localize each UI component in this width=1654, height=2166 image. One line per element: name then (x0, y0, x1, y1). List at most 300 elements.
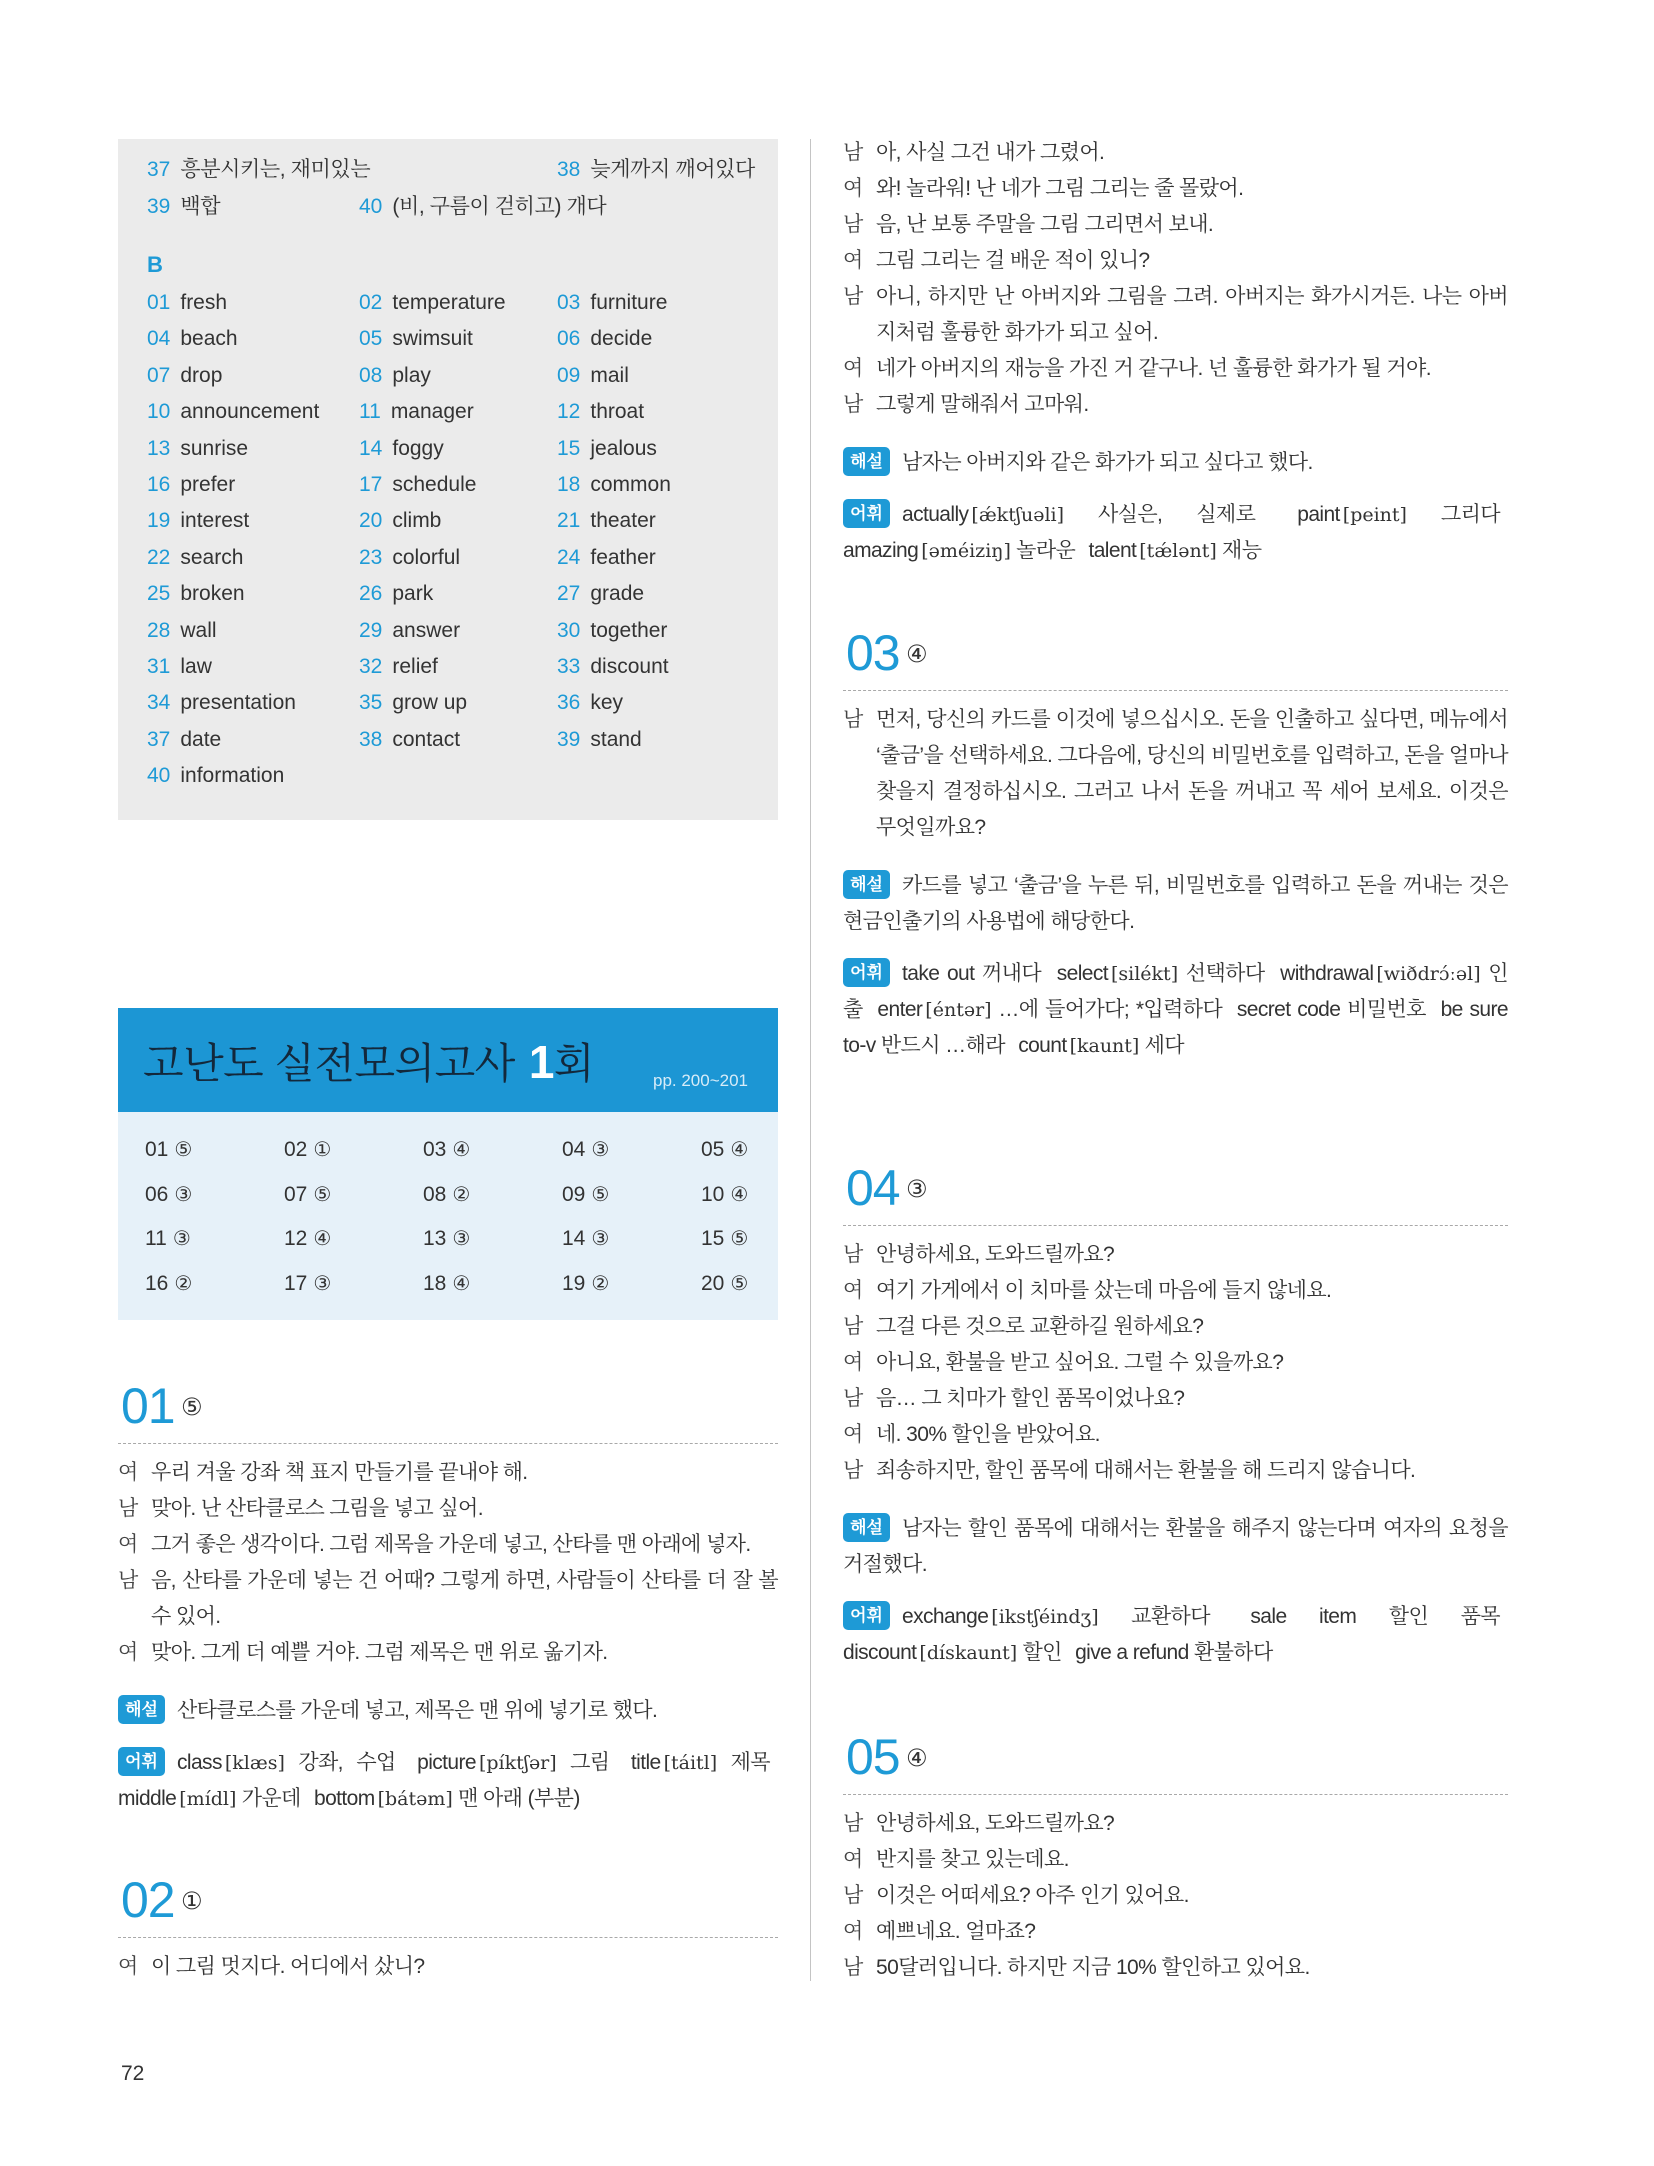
dialogue-text: 그림 그리는 걸 배운 적이 있니? (876, 249, 1150, 272)
vocabulary-badge: 어휘 (118, 1747, 165, 1776)
vocabulary-meaning: 그리다 (1440, 503, 1500, 526)
item-word: jealous (590, 436, 657, 460)
question-heading (843, 627, 1508, 691)
item-number: 27 (557, 582, 581, 606)
speaker-label: 남 (118, 1497, 138, 1520)
test-title-banner (118, 1008, 778, 1112)
answer-key-item (145, 1216, 284, 1261)
dialogue-line (843, 702, 1508, 846)
item-number: 18 (557, 472, 581, 496)
vocabulary-meaning: …에 들어가다; *입력하다 (998, 998, 1223, 1021)
item-word: grow up (392, 691, 468, 715)
vocabulary-item (1057, 962, 1265, 985)
answer-number: 19 (562, 1271, 586, 1295)
answer-number: 03 (423, 1138, 447, 1161)
item-number: 10 (147, 400, 171, 424)
speaker-label: 남 (843, 141, 863, 164)
speaker-label: 남 (843, 285, 863, 308)
answer-key-item (701, 1216, 771, 1261)
item-word: interest (180, 509, 250, 533)
item-word: relief (392, 654, 438, 678)
answer-number: 10 (701, 1182, 725, 1206)
column-divider (810, 139, 811, 1981)
question-01-section (118, 1380, 778, 1817)
vocabulary-item (118, 1787, 301, 1810)
dialogue-text: 그거 좋은 생각이다. 그럼 제목을 가운데 넣고, 산타를 맨 아래에 넣자. (151, 1533, 751, 1556)
vocabulary-word: give a refund (1075, 1641, 1189, 1664)
word-answer-item (147, 685, 359, 721)
answer-choice: ① (313, 1137, 332, 1161)
item-word: key (590, 691, 624, 715)
item-number: 19 (147, 509, 171, 533)
vocabulary-meaning: 교환하다 (1131, 1605, 1210, 1628)
speaker-label: 여 (843, 1920, 863, 1943)
pronunciation: [əméiziŋ] (921, 540, 1011, 562)
word-answer-item (147, 613, 359, 649)
vocabulary-meaning: 할인 (1022, 1641, 1062, 1664)
vocabulary (118, 1745, 778, 1817)
answer-key-item (423, 1172, 562, 1217)
item-word: swimsuit (392, 327, 473, 351)
word-answer-item (557, 722, 747, 758)
vocabulary-item (1297, 503, 1500, 526)
item-word: temperature (392, 291, 506, 314)
vocabulary-item (902, 962, 1041, 985)
pronunciation: [silékt] (1110, 963, 1179, 985)
pronunciation: [ikstʃéindʒ] (991, 1606, 1099, 1628)
speaker-label: 여 (843, 249, 863, 272)
speaker-label: 남 (843, 393, 863, 416)
notes (118, 1693, 778, 1817)
word-answer-item (557, 285, 747, 321)
dialogue-line (843, 351, 1508, 387)
item-number: 16 (147, 472, 171, 496)
item-word: schedule (392, 472, 477, 496)
question-04-section (843, 1162, 1508, 1671)
dialogue (843, 135, 1508, 423)
vocabulary-meaning: 환불하다 (1193, 1641, 1273, 1664)
part-a-item (557, 155, 755, 185)
pronunciation: [píktʃər] (478, 1752, 557, 1774)
item-word: theater (590, 509, 656, 533)
dialogue-text: 안녕하세요, 도와드릴까요? (876, 1243, 1115, 1266)
dialogue-text: 예쁘네요. 얼마죠? (876, 1920, 1036, 1943)
item-number: 25 (147, 582, 171, 606)
item-number: 12 (557, 400, 581, 424)
word-answer-item (557, 431, 747, 467)
vocabulary-word: sale item (1250, 1605, 1357, 1628)
question-number: 05 (846, 1729, 900, 1785)
answer-key-item (423, 1216, 562, 1261)
question-heading (843, 1162, 1508, 1226)
item-number: 33 (557, 654, 581, 678)
item-number: 35 (359, 691, 383, 715)
item-word: throat (590, 400, 645, 424)
dialogue-line (843, 1842, 1508, 1878)
speaker-label: 남 (843, 1387, 863, 1410)
word-answer-item (147, 285, 359, 321)
question-answer: ⑤ (181, 1393, 203, 1421)
dialogue-text: 음, 산타를 가운데 넣는 건 어때? 그렇게 하면, 사람들이 산타를 더 잘 볼 수 있어. (151, 1569, 778, 1628)
speaker-label: 여 (843, 1351, 863, 1374)
answer-key-item (423, 1127, 562, 1172)
item-number: 39 (147, 195, 171, 218)
item-number: 06 (557, 327, 581, 351)
speaker-label: 남 (118, 1569, 138, 1592)
vocabulary-word: secret code (1236, 998, 1341, 1021)
vocabulary (843, 956, 1508, 1064)
item-word: fresh (180, 291, 228, 314)
item-number: 03 (557, 291, 581, 314)
pronunciation: [táitl] (663, 1752, 718, 1774)
item-word: mail (590, 363, 629, 387)
explanation (843, 445, 1508, 481)
vocabulary-meaning: 그림 (570, 1751, 610, 1774)
answer-key-item (562, 1261, 701, 1306)
vocabulary-word: class (177, 1751, 222, 1774)
dialogue-line (843, 1237, 1508, 1273)
vocabulary-item (1088, 539, 1261, 562)
item-number: 20 (359, 509, 383, 533)
word-answer-item (147, 431, 359, 467)
part-a-item (147, 155, 370, 185)
word-answer-item (359, 685, 557, 721)
pronunciation: [bátəm] (377, 1788, 453, 1810)
dialogue-line (843, 279, 1508, 351)
answer-key-grid (145, 1127, 771, 1305)
item-number: 04 (147, 327, 171, 351)
vocabulary-item (902, 1605, 1210, 1628)
dialogue-line (843, 1806, 1508, 1842)
pronunciation: [dískaunt] (919, 1642, 1018, 1664)
answer-choice: ③ (172, 1226, 191, 1251)
answer-key-item (562, 1172, 701, 1217)
word-answer-item (147, 576, 359, 612)
pronunciation: [tǽlənt] (1139, 540, 1217, 562)
question-05-section (843, 1731, 1508, 1986)
dialogue (843, 1237, 1508, 1489)
answer-choice: ④ (452, 1137, 471, 1161)
answer-choice: ④ (730, 1181, 749, 1206)
item-number: 02 (359, 291, 383, 314)
answer-number: 11 (145, 1227, 167, 1251)
question-number: 04 (846, 1160, 900, 1216)
speaker-label: 남 (843, 708, 863, 731)
speaker-label: 여 (118, 1461, 138, 1484)
item-word: date (180, 727, 222, 751)
item-number: 39 (557, 727, 581, 751)
item-word: climb (392, 509, 442, 533)
word-answer-item (147, 540, 359, 576)
vocabulary-item (1250, 1605, 1500, 1628)
answer-key-table (118, 1112, 778, 1320)
explanation-badge: 해설 (843, 447, 890, 476)
item-number: 21 (557, 509, 581, 533)
word-answer-item (359, 358, 557, 394)
word-answer-item (359, 467, 557, 503)
word-answer-item (557, 321, 747, 357)
answer-choice: ③ (174, 1181, 193, 1206)
dialogue-text: 우리 겨울 강좌 책 표지 만들기를 끝내야 해. (151, 1461, 528, 1484)
word-answer-item (359, 285, 557, 321)
item-number: 24 (557, 545, 581, 569)
question-02-section (118, 1874, 778, 1985)
answer-number: 17 (284, 1271, 308, 1295)
answer-number: 18 (423, 1271, 447, 1295)
vocabulary-meaning: 비밀번호 (1347, 998, 1426, 1021)
answer-number: 16 (145, 1271, 169, 1295)
word-answer-item (147, 321, 359, 357)
dialogue-text: 반지를 찾고 있는데요. (876, 1848, 1069, 1871)
dialogue (118, 1949, 778, 1985)
answer-choice: ② (452, 1181, 471, 1206)
vocabulary-meaning: 맨 아래 (부분) (458, 1787, 580, 1810)
item-number: 36 (557, 691, 581, 715)
item-number: 01 (147, 291, 171, 314)
answer-choice: ④ (730, 1137, 749, 1161)
item-number: 34 (147, 691, 171, 715)
notes (843, 868, 1508, 1064)
dialogue-line (843, 1878, 1508, 1914)
word-answer-item (147, 503, 359, 539)
question-answer: ① (181, 1887, 203, 1915)
speaker-label: 여 (118, 1641, 138, 1664)
dialogue-text: 안녕하세요, 도와드릴까요? (876, 1812, 1115, 1835)
answer-key-item (145, 1172, 284, 1217)
part-a-item (147, 192, 220, 222)
dialogue-line (843, 1950, 1508, 1986)
question-answer: ④ (906, 1744, 928, 1772)
vocabulary-meaning: 가운데 (241, 1787, 301, 1810)
vocabulary-badge: 어휘 (843, 499, 890, 528)
item-number: 08 (359, 363, 383, 387)
explanation (843, 1511, 1508, 1583)
dialogue-text: 네. 30% 할인을 받았어요. (876, 1423, 1100, 1446)
dialogue-line (843, 207, 1508, 243)
vocabulary-item (1075, 1641, 1273, 1664)
pronunciation: [éntər] (925, 999, 992, 1021)
item-word: search (180, 545, 244, 569)
speaker-label: 여 (843, 357, 863, 380)
item-word: sunrise (180, 436, 249, 460)
vocabulary-item (631, 1751, 770, 1774)
answer-choice: ③ (591, 1137, 610, 1161)
dialogue-line (118, 1527, 778, 1563)
vocabulary-meaning: 반드시 …해라 (880, 1034, 1005, 1057)
dialogue (843, 1806, 1508, 1986)
item-word: broken (180, 582, 245, 606)
answer-number: 08 (423, 1182, 447, 1206)
item-number: 13 (147, 436, 171, 460)
test-title-text: 고난도 실전모의고사 (143, 1040, 515, 1087)
dialogue-line (118, 1563, 778, 1635)
vocabulary-meaning: 사실은, 실제로 (1097, 503, 1256, 526)
vocabulary-badge: 어휘 (843, 1601, 890, 1630)
answer-key-item (562, 1216, 701, 1261)
item-word: presentation (180, 691, 296, 715)
item-word: announcement (180, 400, 320, 424)
item-word: decide (590, 327, 653, 351)
item-word: park (392, 582, 434, 606)
vocabulary-word: take out (902, 962, 975, 985)
answer-choice: ② (591, 1270, 610, 1295)
vocabulary-meaning: 제목 (730, 1751, 770, 1774)
item-number: 40 (147, 764, 171, 788)
dialogue-line (843, 1309, 1508, 1345)
vocabulary-word: be sure to-v (843, 998, 1508, 1057)
item-word: discount (590, 654, 669, 678)
item-number: 07 (147, 363, 171, 387)
explanation (843, 868, 1508, 940)
pronunciation: [kaunt] (1069, 1035, 1140, 1057)
item-word: common (590, 472, 671, 496)
word-answer-item (557, 576, 747, 612)
word-answer-item (147, 722, 359, 758)
dialogue-line (843, 1381, 1508, 1417)
word-answer-item (147, 758, 359, 794)
answer-key-item (284, 1216, 423, 1261)
dialogue (118, 1455, 778, 1671)
vocabulary-item (177, 1751, 396, 1774)
dialogue-line (118, 1455, 778, 1491)
explanation-badge: 해설 (118, 1695, 165, 1724)
test-number-suffix: 회 (553, 1040, 594, 1087)
vocabulary-meaning: 강좌, 수업 (298, 1751, 396, 1774)
explanation-badge: 해설 (843, 870, 890, 899)
answer-choice: ⑤ (730, 1270, 749, 1295)
item-number: 38 (359, 727, 383, 751)
explanation-text: 남자는 아버지와 같은 화가가 되고 싶다고 했다. (902, 451, 1313, 474)
dialogue-line (843, 387, 1508, 423)
dialogue-line (843, 1345, 1508, 1381)
answer-number: 12 (284, 1227, 308, 1251)
pronunciation: [mídl] (179, 1788, 237, 1810)
vocabulary-item (417, 1751, 609, 1774)
vocabulary-word: paint (1297, 503, 1340, 526)
dialogue-text: 네가 아버지의 재능을 가진 거 같구나. 넌 훌륭한 화가가 될 거야. (876, 357, 1431, 380)
answer-number: 06 (145, 1182, 169, 1206)
item-number: 29 (359, 618, 383, 642)
answer-choice: ④ (452, 1270, 471, 1295)
review-answer-box (118, 139, 778, 820)
item-number: 37 (147, 158, 171, 181)
item-number: 31 (147, 654, 171, 678)
dialogue-text: 음, 난 보통 주말을 그림 그리면서 보내. (876, 213, 1214, 236)
item-number: 37 (147, 727, 171, 751)
word-answer-item (359, 613, 557, 649)
vocabulary-meaning: 선택하다 (1185, 962, 1265, 985)
item-word: prefer (180, 472, 236, 496)
answer-choice: ④ (313, 1226, 332, 1251)
dialogue-line (843, 1914, 1508, 1950)
word-answer-item (359, 540, 557, 576)
answer-number: 09 (562, 1182, 586, 1206)
answer-key-item (701, 1261, 771, 1306)
dialogue-text: 음… 그 치마가 할인 품목이었나요? (876, 1387, 1185, 1410)
word-answer-item (359, 394, 557, 430)
part-a-item (359, 192, 606, 222)
dialogue-line (118, 1491, 778, 1527)
question-02-continued (843, 135, 1508, 569)
vocabulary-meaning: 인출 (843, 962, 1508, 1021)
answer-choice: ⑤ (730, 1226, 749, 1251)
vocabulary-word: picture (417, 1751, 476, 1774)
answer-choice: ③ (591, 1226, 610, 1251)
answer-number: 07 (284, 1182, 308, 1206)
dialogue-text: 맞아. 그게 더 예쁠 거야. 그럼 제목은 맨 위로 옮기자. (151, 1641, 608, 1664)
vocabulary-item (314, 1787, 580, 1810)
dialogue-text: 아, 사실 그건 내가 그렸어. (876, 141, 1105, 164)
word-answer-item (147, 394, 359, 430)
speaker-label: 남 (843, 1243, 863, 1266)
answer-number: 04 (562, 1138, 586, 1161)
dialogue-line (843, 1417, 1508, 1453)
answer-choice: ⑤ (174, 1137, 193, 1161)
dialogue-text: 아니, 하지만 난 아버지와 그림을 그려. 아버지는 화가시거든. 나는 아버지처럼 훌륭한 화가가 되고 싶어. (876, 285, 1508, 344)
vocabulary-word: enter (877, 998, 923, 1021)
item-word: answer (392, 618, 461, 642)
vocabulary-word: discount (843, 1641, 917, 1664)
explanation-text: 산타클로스를 가운데 넣고, 제목은 맨 위에 넣기로 했다. (177, 1699, 658, 1722)
word-answer-item (557, 613, 747, 649)
pronunciation: [wiðdrɔ́ːəl] (1376, 963, 1481, 985)
vocabulary-meaning: 재능 (1222, 539, 1262, 562)
item-number: 28 (147, 618, 171, 642)
speaker-label: 여 (118, 1955, 138, 1978)
answer-key-item (145, 1127, 284, 1172)
speaker-label: 남 (843, 1459, 863, 1482)
speaker-label: 남 (843, 1884, 863, 1907)
word-answer-item (359, 722, 557, 758)
dialogue-line (843, 243, 1508, 279)
word-answer-item (147, 649, 359, 685)
speaker-label: 여 (843, 1423, 863, 1446)
item-text: 늦게까지 깨어있다 (590, 158, 755, 181)
dialogue-line (118, 1949, 778, 1985)
word-answer-item (359, 503, 557, 539)
vocabulary-item (877, 998, 1222, 1021)
item-word: wall (180, 618, 217, 642)
question-heading (118, 1874, 778, 1938)
item-word: together (590, 618, 668, 642)
word-answer-item (359, 321, 557, 357)
question-number: 03 (846, 625, 900, 681)
answer-key-item (284, 1261, 423, 1306)
answer-number: 02 (284, 1138, 308, 1161)
item-word: stand (590, 727, 642, 751)
answer-key-item (701, 1127, 771, 1172)
vocabulary-badge: 어휘 (843, 958, 890, 987)
vocabulary-meaning: 세다 (1144, 1034, 1184, 1057)
question-heading (118, 1380, 778, 1444)
pronunciation: [peint] (1342, 504, 1407, 526)
answer-number: 15 (701, 1227, 725, 1251)
item-word: drop (180, 363, 223, 387)
item-number: 40 (359, 195, 383, 218)
answer-key-item (145, 1261, 284, 1306)
vocabulary (843, 1599, 1508, 1671)
dialogue-text: 여기 가게에서 이 치마를 샀는데 마음에 들지 않네요. (876, 1279, 1332, 1302)
word-answer-item (557, 685, 747, 721)
dialogue-text: 이 그림 멋지다. 어디에서 샀니? (151, 1955, 425, 1978)
vocabulary-item (902, 503, 1255, 526)
item-word: feather (590, 545, 656, 569)
answer-key-item (284, 1172, 423, 1217)
part-b-label: B (147, 252, 163, 277)
word-answer-item (557, 540, 747, 576)
vocabulary-meaning: 놀라운 (1016, 539, 1076, 562)
speaker-label: 여 (118, 1533, 138, 1556)
